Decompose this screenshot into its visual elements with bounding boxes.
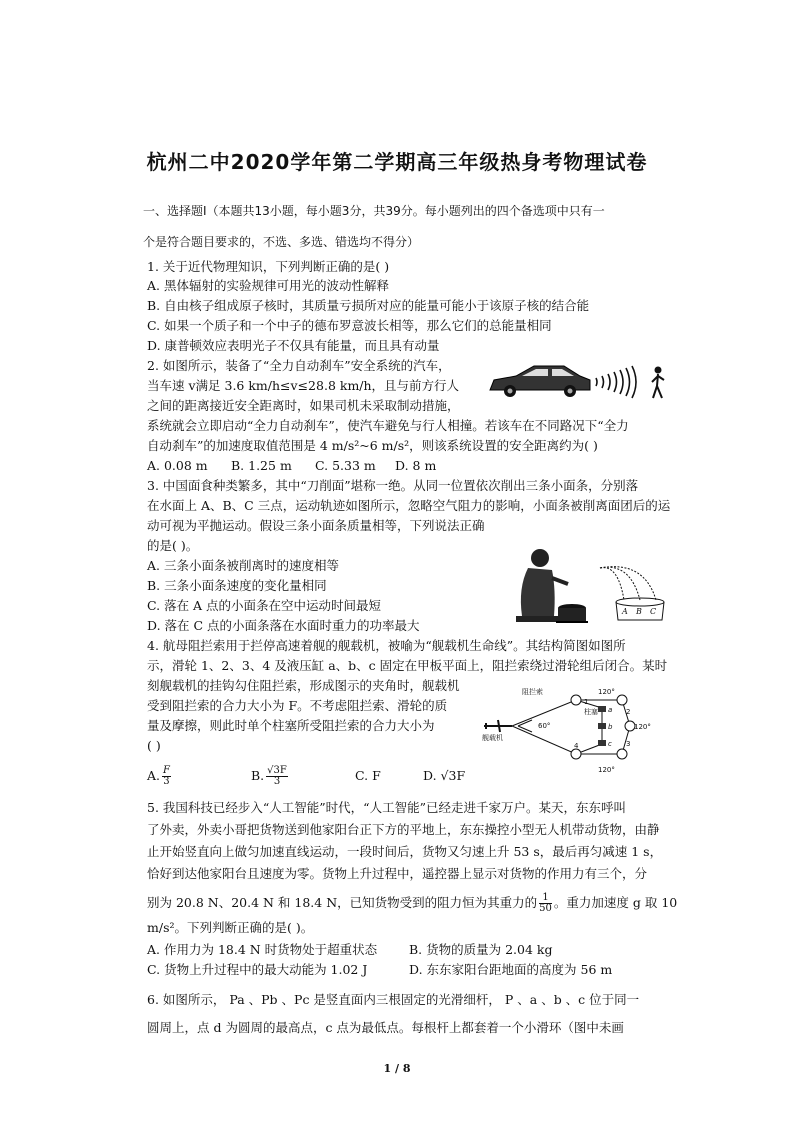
q3-option-c: C. 落在 A 点的小面条在空中运动时间最短 (147, 598, 382, 613)
svg-text:B: B (636, 607, 642, 616)
q5-line-5: 别为 20.8 N、20.4 N 和 18.4 N，已知货物受到的阻力恒为其重力的 $\frac{1}{50}$ 。重力加速度 g 取 10 (147, 892, 678, 914)
q4-option-b: B. $\frac{√3F}{3}$ (251, 765, 287, 787)
q2-option-d: D. 8 m (395, 458, 437, 473)
q4-line-3: 刻舰载机的挂钩勾住阻拦索，形成图示的夹角时，舰载机 (147, 678, 460, 693)
label-cylinder-c: c (608, 740, 612, 748)
q5-option-c: C. 货物上升过程中的最大动能为 1.02 J (147, 962, 368, 977)
noodle-cutting-figure (508, 538, 668, 638)
pedestrian-icon (652, 367, 664, 399)
svg-text:A: A (622, 607, 628, 616)
q2-line-3: 之间的距离接近安全距离时，如果司机未采取制动措施， (147, 398, 460, 413)
label-jianzaiji: 舰载机 (482, 734, 503, 742)
q2-line-5: 自动刹车”的加速度取值范围是 4 m/s²~6 m/s²，则该系统设置的安全距离约为( ) (147, 438, 598, 453)
label-pulley-2: 2 (626, 708, 631, 716)
q3-option-a: A. 三条小面条被削离时的速度相等 (147, 558, 339, 573)
q3-line-3: 动可视为平抛运动。假设三条小面条质量相等，下列说法正确 (147, 518, 485, 533)
q1-stem: 1. 关于近代物理知识，下列判断正确的是( ) (147, 259, 390, 274)
q4-option-c: C. F (355, 768, 381, 783)
q4-options (147, 766, 465, 787)
q5-line-2: 了外卖，外卖小哥把货物送到他家阳台正下方的平地上，东东操控小型无人机带动货物，由静 (147, 822, 660, 837)
q4-option-a: A. $\frac{F}{3}$ (147, 765, 170, 787)
water-basin (616, 598, 664, 620)
section-heading: 一、选择题Ⅰ（本题共13小题，每小题3分，共39分。每小题列出的四个备选项中只有一 (143, 204, 605, 218)
q4-line-1: 4. 航母阻拦索用于拦停高速着舰的舰载机，被喻为“舰载机生命线”。其结构简图如图所 (147, 638, 626, 653)
q3-option-b: B. 三条小面条速度的变化量相同 (147, 578, 327, 593)
cylinder-icons (598, 706, 606, 746)
car-icon (490, 366, 590, 397)
label-pulley-1: 1 (584, 698, 589, 706)
q2-line-2: 当车速 v满足 3.6 km/h≤v≤28.8 km/h，且与前方行人 (147, 378, 460, 393)
q2-option-b: B. 1.25 m (231, 458, 292, 473)
q3-line-2: 在水面上 A、B、C 三点，运动轨迹如图所示，忽略空气阻力的影响，小面条被削离面团后的运 (147, 498, 671, 513)
label-angle-120-bottom: 120° (598, 766, 615, 774)
label-lanjiesuo: 阻拦索 (522, 688, 543, 696)
label-angle-60: 60° (538, 722, 551, 730)
label-angle-120-right: 120° (634, 723, 651, 731)
section-heading-cont: 个是符合题目要求的，不选、多选、错选均不得分） (143, 235, 420, 249)
q1-option-c: C. 如果一个质子和一个中子的德布罗意波长相等，那么它们的总能量相同 (147, 318, 552, 333)
pot-icon (556, 604, 588, 622)
q5-option-a: A. 作用力为 18.4 N 时货物处于超重状态 (147, 942, 378, 957)
label-cylinder-b: b (608, 723, 613, 731)
q4-line-4: 受到阻拦索的合力大小为 F。不考虑阻拦索、滑轮的质 (147, 698, 448, 713)
q2-line-4: 系统就会立即启动“全力自动刹车”，使汽车避免与行人相撞。若该车在不同路况下“全力 (147, 418, 629, 433)
q5-option-b: B. 货物的质量为 2.04 kg (409, 942, 553, 957)
svg-text:C: C (650, 607, 657, 616)
q1-option-a: A. 黑体辐射的实验规律可用光的波动性解释 (147, 278, 389, 293)
airplane-icon (484, 720, 512, 732)
q5-line-3: 止开始竖直向上做匀加速直线运动，一段时间后，货物又匀速上升 53 s，最后再匀减速 1 s， (147, 844, 663, 859)
q6-line-2: 圆周上，点 d 为圆周的最高点，c 点为最低点。每根杆上都套着一个小滑环（图中未画 (147, 1020, 624, 1035)
q4-option-d: D. √3F (423, 768, 466, 783)
q3-line-1: 3. 中国面食种类繁多，其中“刀削面”堪称一绝。从同一位置依次削出三条小面条，分别落 (147, 478, 639, 493)
q5-line-4: 恰好到达他家阳台且速度为零。货物上升过程中，遥控器上显示对货物的作用力有三个，分 (147, 866, 648, 881)
q4-line-6: ( ) (147, 738, 161, 753)
q5-option-d: D. 东东家阳台距地面的高度为 56 m (409, 962, 613, 977)
sensor-waves-icon (596, 366, 636, 398)
arresting-cable-figure (478, 684, 656, 776)
q1-option-d: D. 康普顿效应表明光子不仅具有能量，而且具有动量 (147, 338, 440, 353)
label-zhusai: 柱塞 (584, 708, 598, 716)
q5-options-row-1 (147, 942, 553, 958)
q4-line-5: 量及摩擦，则此时单个柱塞所受阻拦索的合力大小为 (147, 718, 435, 733)
q2-options (147, 458, 436, 474)
label-angle-120-top: 120° (598, 688, 615, 696)
q3-option-d: D. 落在 C 点的小面条落在水面时重力的功率最大 (147, 618, 420, 633)
q2-line-1: 2. 如图所示，装备了“全力自动刹车”安全系统的汽车， (147, 358, 451, 373)
q5-line-6: m/s²。下列判断正确的是( )。 (147, 920, 314, 935)
page-number: 1 / 8 (383, 1062, 411, 1075)
q3-line-4: 的是( )。 (147, 538, 199, 553)
q6-line-1: 6. 如图所示， Pa 、Pb 、Pc 是竖直面内三根固定的光滑细杆， P 、a 、b 、c 位于同一 (147, 992, 640, 1007)
page-title: 杭州二中2020学年第二学期高三年级热身考物理试卷 (146, 150, 648, 174)
label-pulley-3: 3 (626, 740, 631, 748)
q1-option-b: B. 自由核子组成原子核时，其质量亏损所对应的能量可能小于该原子核的结合能 (147, 298, 590, 313)
q2-option-a: A. 0.08 m (147, 458, 208, 473)
q5-line-1: 5. 我国科技已经步入“人工智能”时代，“人工智能”已经走进千家万户。某天，东东呼叫 (147, 800, 626, 815)
car-braking-figure (486, 358, 676, 402)
label-cylinder-a: a (608, 706, 613, 714)
trajectory-lines (600, 567, 656, 600)
q5-options-row-2 (147, 962, 612, 978)
label-pulley-4: 4 (574, 742, 579, 750)
q2-option-c: C. 5.33 m (315, 458, 376, 473)
q4-line-2: 示，滑轮 1、2、3、4 及液压缸 a、b、c 固定在甲板平面上，阻拦索绕过滑轮组后闭合。某时 (147, 658, 668, 673)
